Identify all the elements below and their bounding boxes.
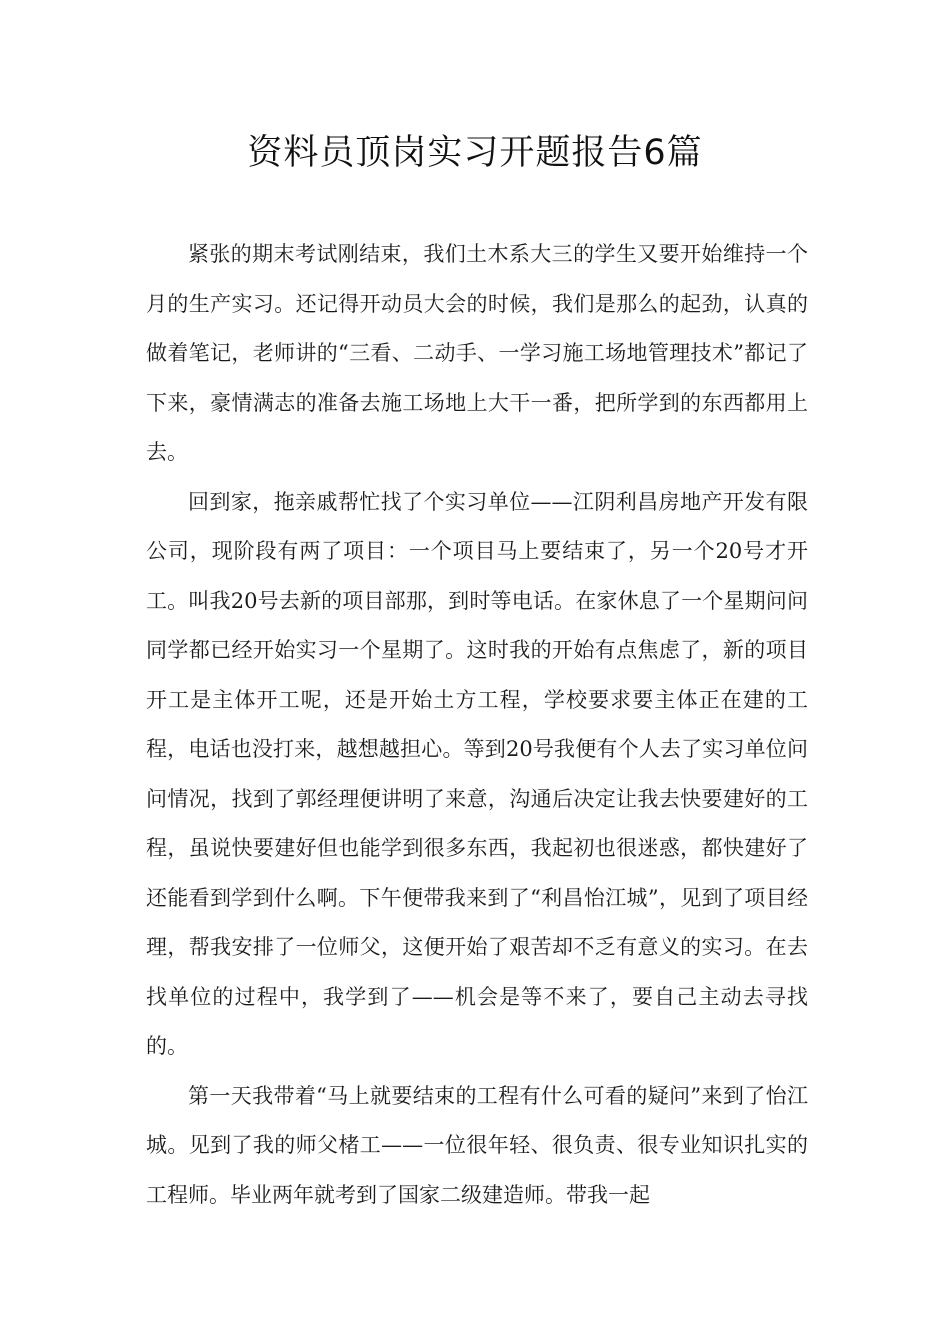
document-body [146,230,808,1220]
paragraph-1: 紧张的期末考试刚结束，我们土木系大三的学生又要开始维持一个月的生产实习。还记得开动员大会的时候，我们是那么的起劲，认真的做着笔记，老师讲的“三看、二动手、一学习施工场地管理技术”都记了下来，豪情满志的准备去施工场地上大干一番，把所学到的东西都用上去。 [146,242,808,464]
paragraph-2: 回到家，拖亲戚帮忙找了个实习单位——江阴利昌房地产开发有限公司，现阶段有两了项目：一个项目马上要结束了，另一个20号才开工。叫我20号去新的项目部那，到时等电话。在家休息了一个星期问问同学都已经开始实习一个星期了。这时我的开始有点焦虑了，新的项目开工是主体开工呢，还是开始土方工程，学校要求要主体正在建的工程，电话也没打来，越想越担心。等到20号我便有个人去了实习单位问问情况，找到了郭经理便讲明了来意，沟通后决定让我去快要建好的工程，虽说快要建好但也能学到很多东西，我起初也很迷惑，都快建好了还能看到学到什么啊。下午便带我来到了“利昌怡江城”，见到了项目经理，帮我安排了一位师父，这便开始了艰苦却不乏有意义的实习。在去找单位的过程中，我学到了——机会是等不来了，要自己主动去寻找的。 [146,489,808,1058]
paragraph-3: 第一天我带着“马上就要结束的工程有什么可看的疑问”来到了怡江城。见到了我的师父楮工——一位很年轻、很负责、很专业知识扎实的工程师。毕业两年就考到了国家二级建造师。带我一起 [146,1083,808,1207]
document-title: 资料员顶岗实习开题报告6篇 [247,133,703,173]
